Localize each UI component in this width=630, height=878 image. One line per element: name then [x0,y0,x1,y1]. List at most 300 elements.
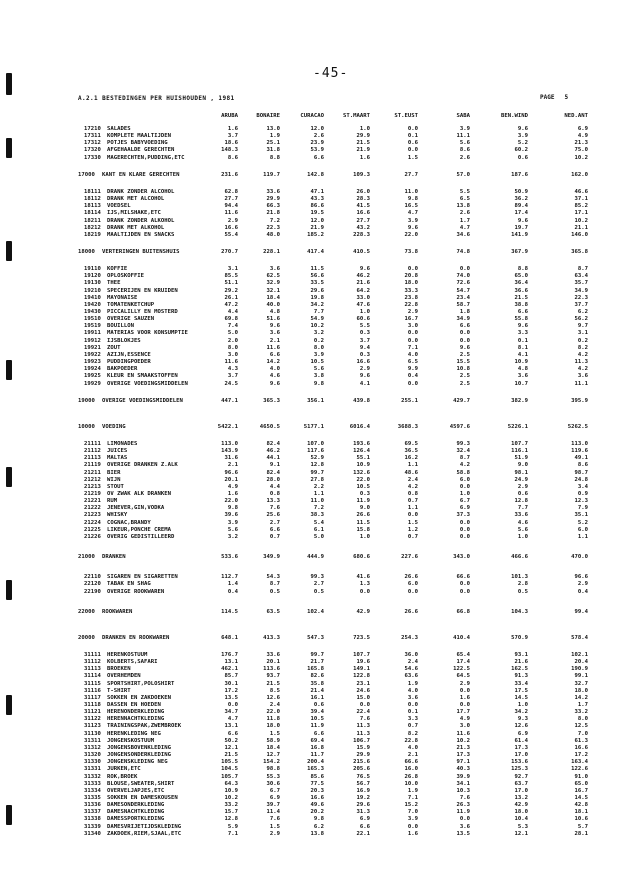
row-label: DRANKEN [102,554,126,561]
cell-value: 122.8 [353,673,370,680]
cell-value: 31.3 [356,809,370,816]
cell-value: 4597.6 [449,423,470,430]
row-code: 10000 [78,423,95,430]
cell-value: 25.6 [266,512,280,519]
cell-value: 1.3 [359,581,370,588]
table-row [40,831,630,838]
cell-value: 0.0 [459,702,470,708]
cell-value: 66.3 [266,203,280,210]
cell-value: 9.8 [227,505,238,512]
cell-value: 102.4 [307,608,324,615]
cell-value: 9.6 [459,344,470,351]
row-code: 19430 [84,309,101,315]
row-code: 22190 [84,588,101,595]
row-code: 18111 [84,188,101,195]
cell-value: 3.2 [313,330,324,337]
cell-value: 102.1 [571,651,588,658]
cell-value: 165.8 [307,666,324,673]
table-row [40,273,630,280]
cell-value: 54.3 [266,574,280,581]
cell-value: 113.0 [221,440,238,447]
cell-value: 17.4 [456,659,470,666]
cell-value: 228.3 [353,231,370,238]
row-code: 18113 [84,203,101,210]
cell-value: 11.4 [266,809,280,816]
cell-value: 5.6 [517,526,528,533]
table-row [40,652,630,659]
cell-value: 22.8 [404,301,418,308]
cell-value: 27.8 [310,476,324,483]
table-row [40,462,630,469]
row-label: KOLBERTS,SAFARI [107,659,158,666]
row-code: 31112 [84,659,101,666]
cell-value: 0.0 [459,687,470,694]
cell-value: 33.5 [310,280,324,287]
cell-value: 10.5 [310,716,324,723]
cell-value: 0.0 [459,581,470,588]
cell-value: 10.3 [456,787,470,794]
cell-value: 39.4 [310,709,324,716]
cell-value: 7.0 [407,809,418,816]
cell-value: 19.7 [514,224,528,231]
cell-value: 5.0 [313,533,324,540]
row-label: SOKKEN EN ZAKDOEKEN [107,694,171,701]
cell-value: 25.1 [266,140,280,147]
row-code: 31123 [84,723,101,730]
cell-value: 20.3 [310,787,324,794]
table-title: A.2.1 BESTEDINGEN PER HUISHOUDEN , 1981 [78,95,235,102]
cell-value: 98.7 [574,469,588,476]
table-row [40,512,630,519]
cell-value: 47.6 [356,301,370,308]
cell-value: 10.2 [574,217,588,224]
cell-value: 94.4 [224,203,238,210]
row-label: RUM [107,498,118,505]
cell-value: 5.9 [227,823,238,830]
row-code: 21000 [78,554,95,561]
row-label: DRANK ZONDER ALKOHOL [107,217,175,224]
cell-value: 22.8 [404,737,418,744]
cell-value: 82.4 [266,440,280,447]
cell-value: 6.7 [269,787,280,794]
cell-value: 0.2 [577,337,588,344]
cell-value: 5.0 [227,330,238,337]
cell-value: 4.9 [459,716,470,723]
cell-value: 4650.5 [259,423,280,430]
cell-value: 11.9 [356,498,370,505]
cell-value: 0.0 [407,823,418,830]
cell-value: 13.1 [224,723,238,730]
table-row [40,520,630,527]
table-row [40,505,630,512]
cell-value: 85.6 [310,773,324,780]
cell-value: 13.5 [456,830,470,837]
cell-value: 41.6 [356,574,370,581]
table-total-row [40,249,630,256]
row-code: 18211 [84,217,101,224]
row-code: 19925 [84,373,101,380]
cell-value: 17.0 [514,787,528,794]
row-code: 31121 [84,709,101,716]
cell-value: 0.0 [459,330,470,337]
cell-value: 29.9 [266,196,280,203]
row-code: 21113 [84,455,101,462]
cell-value: 34.1 [456,780,470,787]
cell-value: 439.8 [353,397,370,404]
row-code: 21223 [84,512,101,519]
cell-value: 0.6 [517,154,528,161]
table-row [40,147,630,154]
cell-value: 6.6 [459,323,470,330]
cell-value: 0.0 [459,533,470,540]
cell-value: 1.0 [359,309,370,315]
row-label: ROK,BROEK [107,773,138,780]
cell-value: 2.4 [407,476,418,483]
cell-value: 92.7 [514,773,528,780]
cell-value: 33.6 [266,188,280,195]
cell-value: 255.1 [401,397,418,404]
row-label: MAALTIJDEN EN SNACKS [107,231,175,238]
cell-value: 14.5 [514,694,528,701]
cell-value: 12.8 [514,498,528,505]
row-label: JONGENSKOSTUUM [107,737,155,744]
cell-value: 2.8 [517,581,528,588]
cell-value: 18.6 [224,140,238,147]
page-number: -45- [313,66,349,81]
cell-value: 0.0 [459,519,470,526]
cell-value: 0.0 [407,380,418,387]
row-label: LIKEUR,PONCHE CREMA [107,526,171,533]
cell-value: 7.0 [577,730,588,737]
cell-value: 105.7 [221,773,238,780]
cell-value: 5262.5 [567,423,588,430]
cell-value: 3688.3 [397,423,418,430]
cell-value: 91.0 [574,773,588,780]
cell-value: 2.0 [227,337,238,344]
cell-value: 10.7 [514,380,528,387]
row-label: STOUT [107,483,124,490]
cell-value: 343.0 [453,554,470,561]
row-code: 18219 [84,231,101,238]
cell-value: 34.9 [574,287,588,294]
cell-value: 9.6 [359,373,370,380]
cell-value: 5.4 [313,519,324,526]
row-code: 19130 [84,280,101,287]
cell-value: 10.5 [356,483,370,490]
row-label: WIJN [107,476,121,483]
cell-value: 55.1 [356,455,370,462]
cell-value: 26.3 [456,802,470,809]
row-label: OVERIGE VOEDINGSMIDDELEN [102,397,183,404]
cell-value: 11.8 [266,716,280,723]
cell-value: 0.4 [227,588,238,595]
row-label: SPORTSHIRT,POLOSHIRT [107,680,175,687]
cell-value: 0.0 [407,330,418,337]
row-label: POTJES BABYVOEDING [107,140,168,147]
cell-value: 723.5 [353,634,370,641]
cell-value: 29.9 [356,133,370,140]
document-page [40,30,630,870]
row-label: SALADES [107,126,131,132]
cell-value: 1.0 [517,702,528,708]
cell-value: 15.9 [356,744,370,751]
cell-value: 15.7 [224,809,238,816]
cell-value: 0.0 [407,266,418,273]
table-row [40,338,630,345]
cell-value: 0.7 [407,533,418,540]
cell-value: 13.8 [456,203,470,210]
cell-value: 37.7 [574,301,588,308]
cell-value: 55.4 [224,231,238,238]
cell-value: 21.5 [356,140,370,147]
table-row [40,316,630,323]
cell-value: 6.9 [269,794,280,801]
cell-value: 50.2 [224,737,238,744]
cell-value: 55.3 [266,773,280,780]
cell-value: 64.5 [456,673,470,680]
row-code: 19911 [84,330,101,337]
cell-value: 3.9 [459,126,470,132]
row-label: MAYONAISE [107,294,138,301]
cell-value: 16.9 [356,787,370,794]
cell-value: 13.1 [224,659,238,666]
row-label: OVERIG GEDISTILLEERD [107,533,175,540]
cell-value: 1.6 [359,154,370,161]
cell-value: 10.5 [310,359,324,366]
table-row [40,666,630,673]
cell-value: 19.8 [310,294,324,301]
cell-value: 1.7 [459,217,470,224]
cell-value: 7.9 [577,505,588,512]
binder-mark [6,241,12,261]
cell-value: 18.0 [514,809,528,816]
cell-value: 16.7 [404,316,418,323]
cell-value: 163.4 [571,759,588,766]
cell-value: 3.9 [517,133,528,140]
cell-value: 34.6 [456,231,470,238]
table-total-row [40,554,630,561]
row-label: TABAK EN SHAG [107,581,151,588]
cell-value: 21.7 [310,659,324,666]
table-row [40,695,630,702]
cell-value: 112.7 [221,574,238,581]
cell-value: 56.7 [356,780,370,787]
cell-value: 21.4 [310,687,324,694]
cell-value: 99.7 [310,469,324,476]
cell-value: 16.6 [356,359,370,366]
cell-value: 190.9 [571,666,588,673]
cell-value: 10.9 [514,359,528,366]
cell-value: 6.5 [407,359,418,366]
cell-value: 0.6 [407,140,418,147]
cell-value: 89.4 [514,203,528,210]
cell-value: 26.1 [224,294,238,301]
cell-value: 42.8 [574,802,588,809]
cell-value: 16.6 [224,224,238,231]
cell-value: 9.7 [577,323,588,330]
cell-value: 48.0 [266,231,280,238]
cell-value: 4.8 [269,309,280,315]
row-code: 31339 [84,823,101,830]
cell-value: 32.1 [266,287,280,294]
row-label: JURKEN,ETC [107,766,141,773]
cell-value: 0.0 [227,702,238,708]
cell-value: 3.9 [313,351,324,358]
table-row [40,673,630,680]
cell-value: 69.5 [404,440,418,447]
cell-value: 41.5 [356,203,370,210]
cell-value: 6.9 [459,505,470,512]
cell-value: 6.6 [313,154,324,161]
table-row [40,133,630,140]
row-label: DRANK ZONDER ALCOHOL [107,188,175,195]
cell-value: 10.2 [574,154,588,161]
cell-value: 4.9 [577,133,588,140]
table-row [40,688,630,695]
cell-value: 56.6 [310,273,324,280]
cell-value: 18.0 [404,280,418,287]
cell-value: 107.7 [353,651,370,658]
cell-value: 349.9 [263,554,280,561]
row-code: 22120 [84,581,101,588]
table-row [40,788,630,795]
row-label: HERENKLEDING NEG [107,730,161,737]
cell-value: 23.8 [404,294,418,301]
table-row [40,659,630,666]
cell-value: 5422.1 [217,423,238,430]
cell-value: 69.8 [224,316,238,323]
cell-value: 10.6 [574,816,588,823]
cell-value: 8.6 [459,147,470,154]
cell-value: 2.6 [459,154,470,161]
cell-value: 5226.1 [507,423,528,430]
row-code: 31118 [84,702,101,708]
cell-value: 146.0 [571,231,588,238]
cell-value: 2.4 [269,702,280,708]
table-row [40,280,630,287]
row-code: 21224 [84,519,101,526]
cell-value: 3.1 [577,330,588,337]
row-code: 17210 [84,126,101,132]
cell-value: 2.9 [359,366,370,373]
table-row [40,295,630,302]
cell-value: 4.7 [459,224,470,231]
cell-value: 4.9 [227,483,238,490]
row-code: 21112 [84,448,101,455]
cell-value: 15.2 [404,802,418,809]
cell-value: 11.0 [404,188,418,195]
cell-value: 117.6 [307,448,324,455]
cell-value: 8.5 [269,687,280,694]
cell-value: 29.6 [310,287,324,294]
row-label: WHISKY [107,512,128,519]
table-row [40,824,630,831]
row-code: 31320 [84,752,101,759]
table-row [40,816,630,823]
cell-value: 22.0 [404,231,418,238]
cell-value: 73.8 [404,248,418,255]
table-row [40,330,630,337]
cell-value: 23.9 [310,140,324,147]
cell-value: 254.3 [401,634,418,641]
cell-value: 3.7 [227,133,238,140]
cell-value: 54.7 [456,287,470,294]
table-row [40,774,630,781]
table-row [40,581,630,588]
row-label: ZOUT [107,344,121,351]
table-row [40,809,630,816]
cell-value: 9.6 [269,323,280,330]
row-code: 17000 [78,171,95,178]
row-label: BROEKEN [107,666,131,673]
row-label: DASSEN EN HOEDEN [107,702,161,708]
cell-value: 2.9 [577,581,588,588]
row-code: 19912 [84,337,101,344]
cell-value: 22.0 [356,476,370,483]
cell-value: 58.7 [456,301,470,308]
table-row [40,345,630,352]
cell-value: 8.7 [269,581,280,588]
cell-value: 3.7 [227,373,238,380]
cell-value: 65.4 [456,651,470,658]
cell-value: 126.4 [353,448,370,455]
cell-value: 10.2 [310,323,324,330]
cell-value: 23.4 [456,294,470,301]
cell-value: 93.7 [266,673,280,680]
table-row [40,470,630,477]
cell-value: 4.6 [517,519,528,526]
cell-value: 28.1 [574,830,588,837]
row-label: COGNAC,BRANDY [107,519,151,526]
cell-value: 54.9 [310,316,324,323]
cell-value: 141.9 [511,231,528,238]
cell-value: 105.5 [221,759,238,766]
row-label: AFGEHAALDE GERECHTEN [107,147,175,154]
row-code: 21226 [84,533,101,540]
cell-value: 7.1 [407,794,418,801]
cell-value: 0.0 [407,702,418,708]
table-row [40,359,630,366]
table-row [40,309,630,316]
cell-value: 6.9 [517,730,528,737]
cell-value: 1.1 [407,462,418,469]
cell-value: 76.5 [356,773,370,780]
cell-value: 32.7 [574,680,588,687]
table-row [40,484,630,491]
cell-value: 13.5 [224,694,238,701]
cell-value: 3.3 [517,330,528,337]
row-code: 19210 [84,287,101,294]
cell-value: 49.6 [310,802,324,809]
row-label: BAKPOEDER [107,366,138,373]
cell-value: 119.7 [263,171,280,178]
row-label: T-SHIRT [107,687,131,694]
row-code: 19000 [78,397,95,404]
cell-value: 547.3 [307,634,324,641]
table-row [40,766,630,773]
row-code: 18212 [84,224,101,231]
cell-value: 5.5 [459,188,470,195]
row-code: 19519 [84,323,101,330]
row-code: 31331 [84,766,101,773]
cell-value: 0.4 [407,373,418,380]
table-row [40,366,630,373]
table-total-row [40,398,630,405]
cell-value: 142.8 [307,171,324,178]
cell-value: 22.3 [574,294,588,301]
cell-value: 0.5 [517,588,528,595]
cell-value: 17.1 [574,210,588,217]
